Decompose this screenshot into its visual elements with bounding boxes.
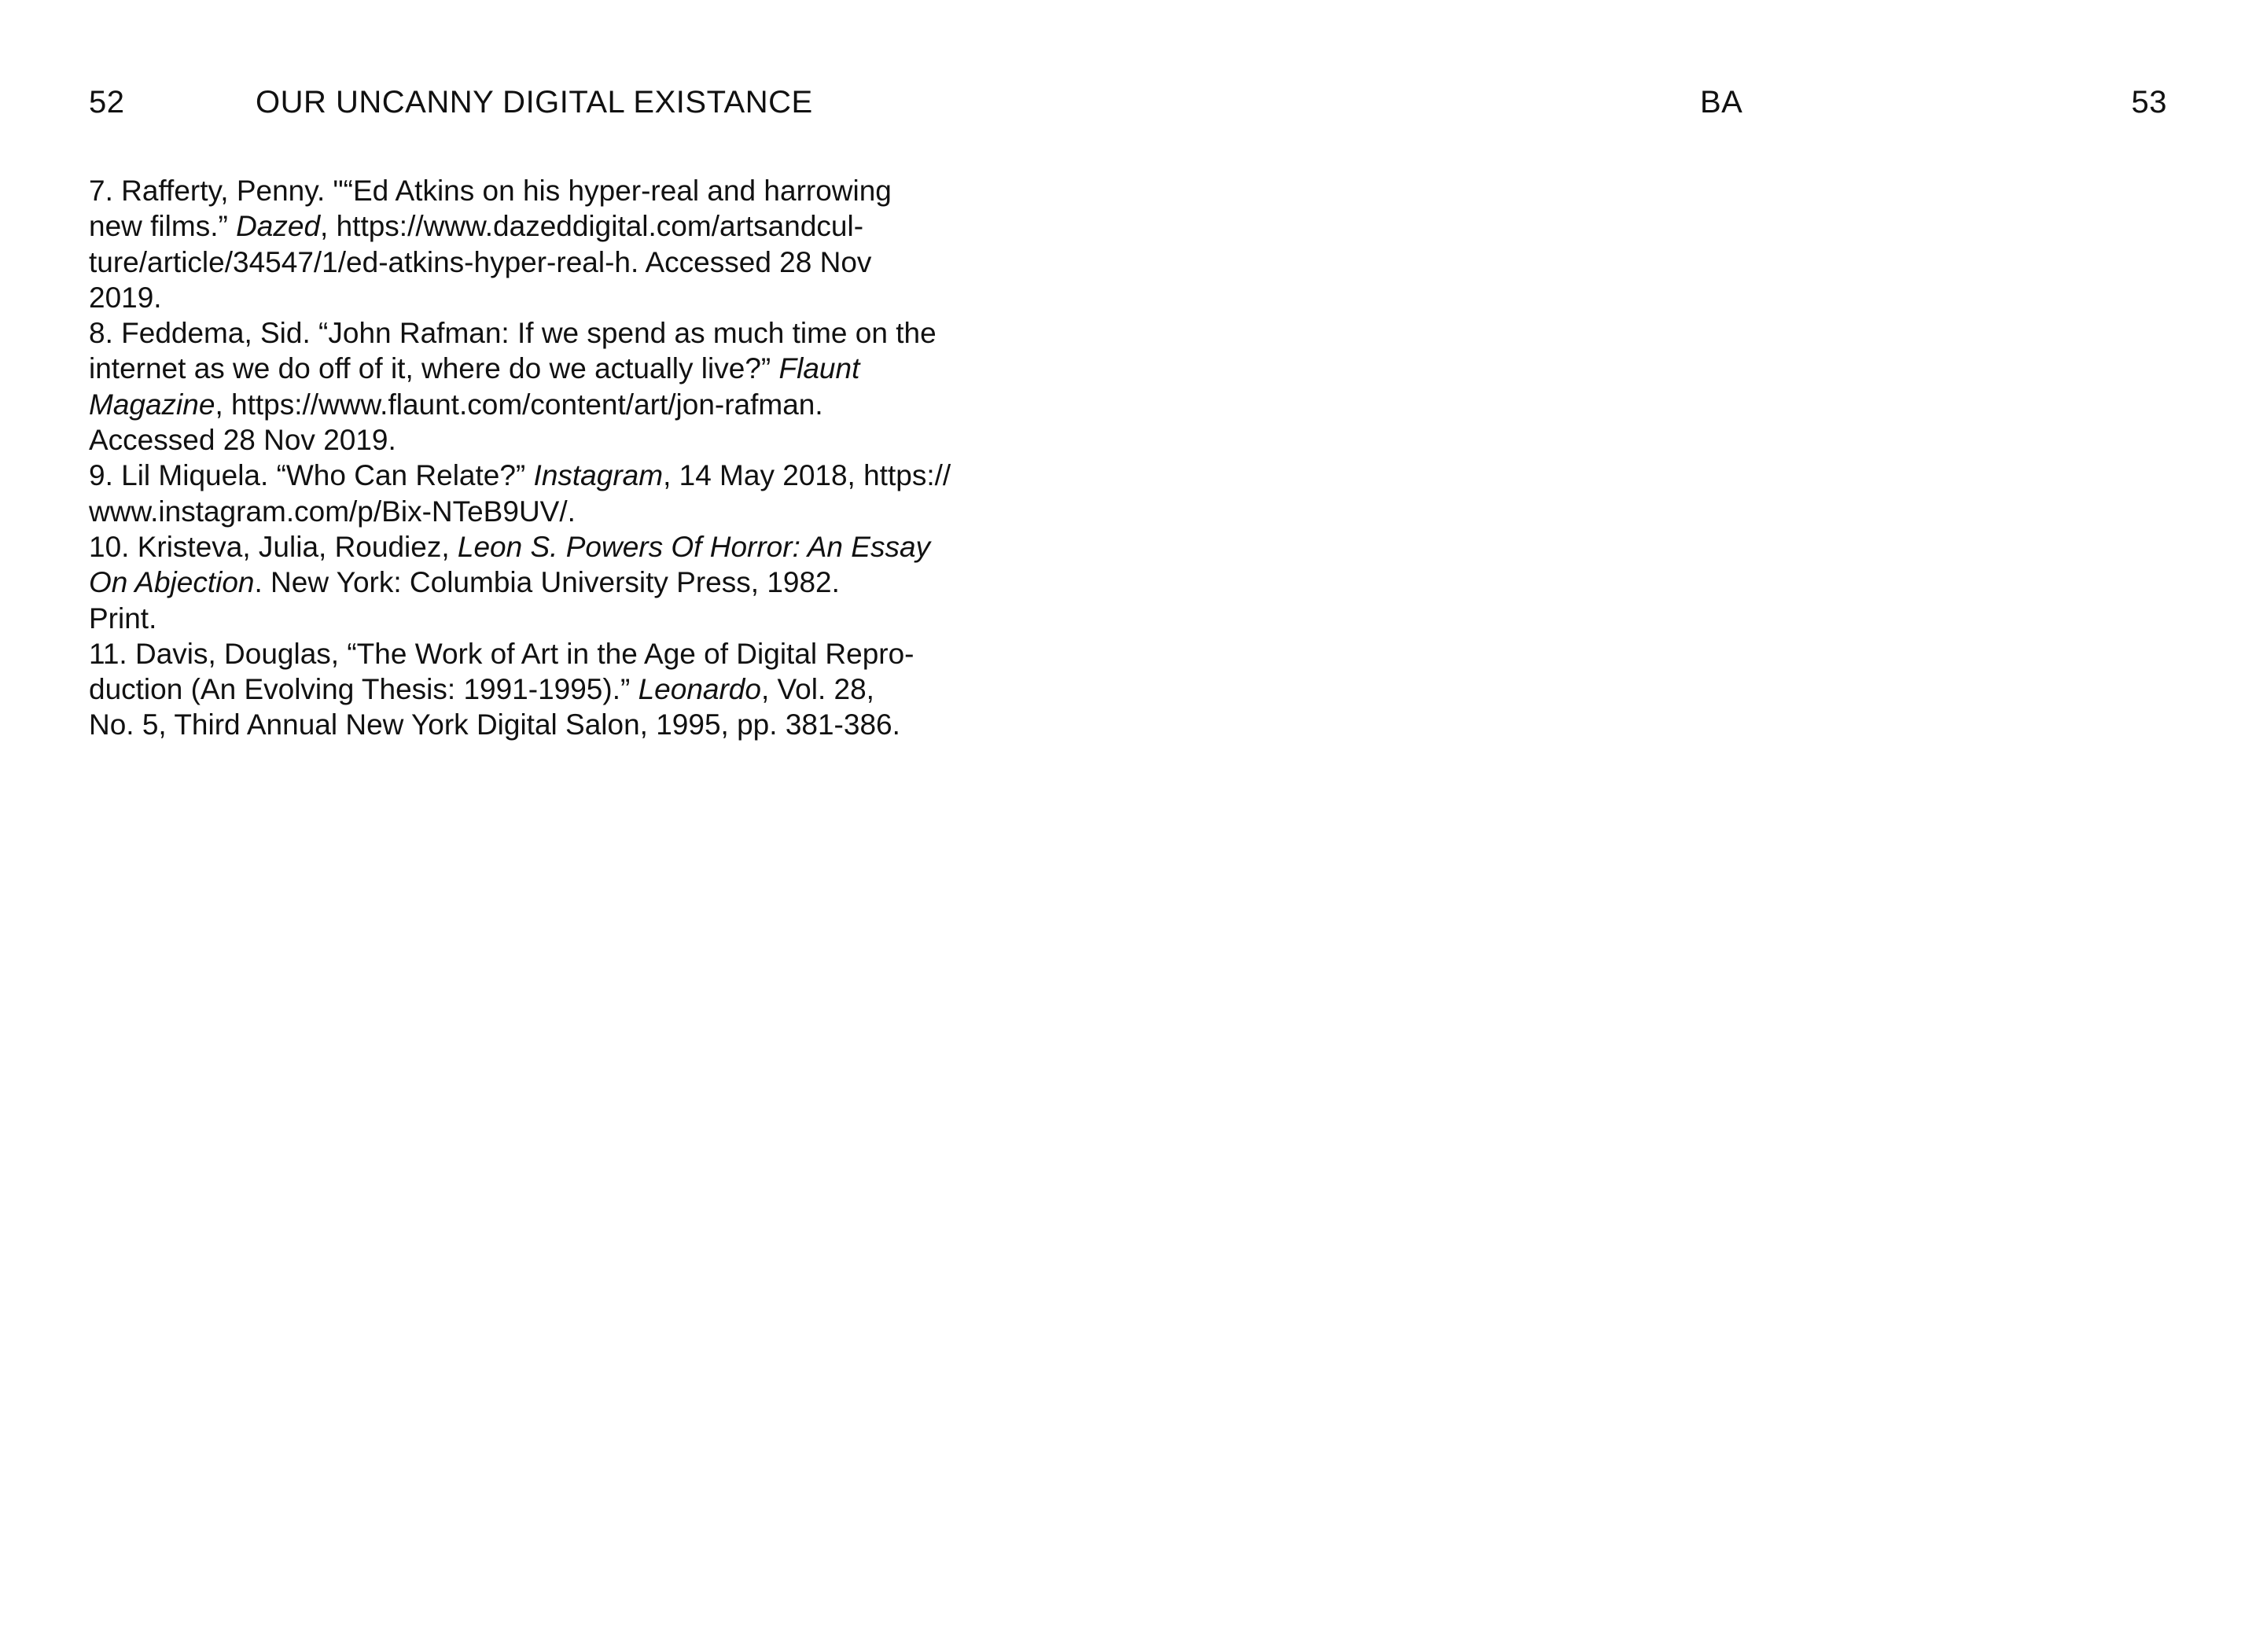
endnote-text: , 14 May 2018, https:// bbox=[663, 459, 951, 492]
endnote-line bbox=[89, 565, 985, 600]
endnote-text: , https://www.flaunt.com/content/art/jon-rafman. bbox=[215, 388, 823, 421]
endnote-line bbox=[89, 280, 985, 315]
endnotes-list bbox=[89, 173, 985, 743]
right-running-title: BA bbox=[1700, 85, 1743, 120]
endnote-line bbox=[89, 351, 985, 386]
endnote-text: 8. Feddema, Sid. “John Rafman: If we spend as much time on the bbox=[89, 317, 937, 350]
endnote-line bbox=[89, 529, 985, 565]
endnote-item bbox=[89, 636, 985, 743]
endnote-text: www.instagram.com/p/Bix-NTeB9UV/. bbox=[89, 495, 576, 528]
endnote-line bbox=[89, 315, 985, 351]
endnote-item bbox=[89, 529, 985, 636]
endnote-italic-text: Dazed bbox=[236, 210, 321, 243]
endnote-italic-text: Leonardo bbox=[638, 673, 761, 706]
endnote-text: ture/article/34547/1/ed-atkins-hyper-real-h. Accessed 28 Nov bbox=[89, 245, 872, 278]
endnote-text: 10. Kristeva, Julia, Roudiez, bbox=[89, 530, 458, 563]
endnote-italic-text: Instagram bbox=[533, 459, 664, 492]
endnote-text: 2019. bbox=[89, 281, 162, 314]
endnote-text: duction (An Evolving Thesis: 1991-1995).” bbox=[89, 673, 638, 706]
endnote-item bbox=[89, 315, 985, 458]
endnote-text: Accessed 28 Nov 2019. bbox=[89, 424, 396, 457]
endnote-line bbox=[89, 671, 985, 707]
right-page-number: 53 bbox=[2131, 85, 2167, 120]
endnote-text: 9. Lil Miquela. “Who Can Relate?” bbox=[89, 459, 534, 492]
endnote-item bbox=[89, 173, 985, 315]
endnote-line bbox=[89, 245, 985, 280]
left-page-number: 52 bbox=[89, 85, 125, 120]
endnote-line bbox=[89, 458, 985, 493]
endnote-line bbox=[89, 422, 985, 458]
endnote-text: , Vol. 28, bbox=[760, 673, 874, 706]
endnote-italic-text: Flaunt bbox=[778, 352, 860, 385]
left-page bbox=[0, 0, 1120, 1652]
right-page bbox=[1120, 0, 2241, 1652]
endnote-text: 7. Rafferty, Penny. "“Ed Atkins on his hyper-real and harrowing bbox=[89, 175, 892, 207]
endnote-text: . New York: Columbia University Press, 1982. bbox=[254, 566, 840, 599]
endnote-line bbox=[89, 636, 985, 671]
endnote-text: internet as we do off of it, where do we actually live?” bbox=[89, 352, 779, 385]
endnote-italic-text: On Abjection bbox=[89, 566, 255, 599]
endnote-item bbox=[89, 458, 985, 529]
endnote-line bbox=[89, 494, 985, 529]
endnote-italic-text: Magazine bbox=[89, 388, 215, 421]
endnote-line bbox=[89, 601, 985, 636]
endnote-line bbox=[89, 707, 985, 742]
endnote-text: No. 5, Third Annual New York Digital Salon, 1995, pp. 381-386. bbox=[89, 708, 900, 741]
endnote-text: Print. bbox=[89, 602, 157, 635]
endnote-line bbox=[89, 173, 985, 208]
endnote-line bbox=[89, 208, 985, 244]
endnote-line bbox=[89, 387, 985, 422]
left-running-title: OUR UNCANNY DIGITAL EXISTANCE bbox=[256, 85, 813, 120]
endnote-text: new films.” bbox=[89, 210, 237, 243]
endnote-italic-text: Leon S. Powers Of Horror: An Essay bbox=[457, 530, 931, 563]
endnote-text: , https://www.dazeddigital.com/artsandcul- bbox=[320, 210, 864, 243]
endnote-text: 11. Davis, Douglas, “The Work of Art in the Age of Digital Repro- bbox=[89, 637, 914, 670]
